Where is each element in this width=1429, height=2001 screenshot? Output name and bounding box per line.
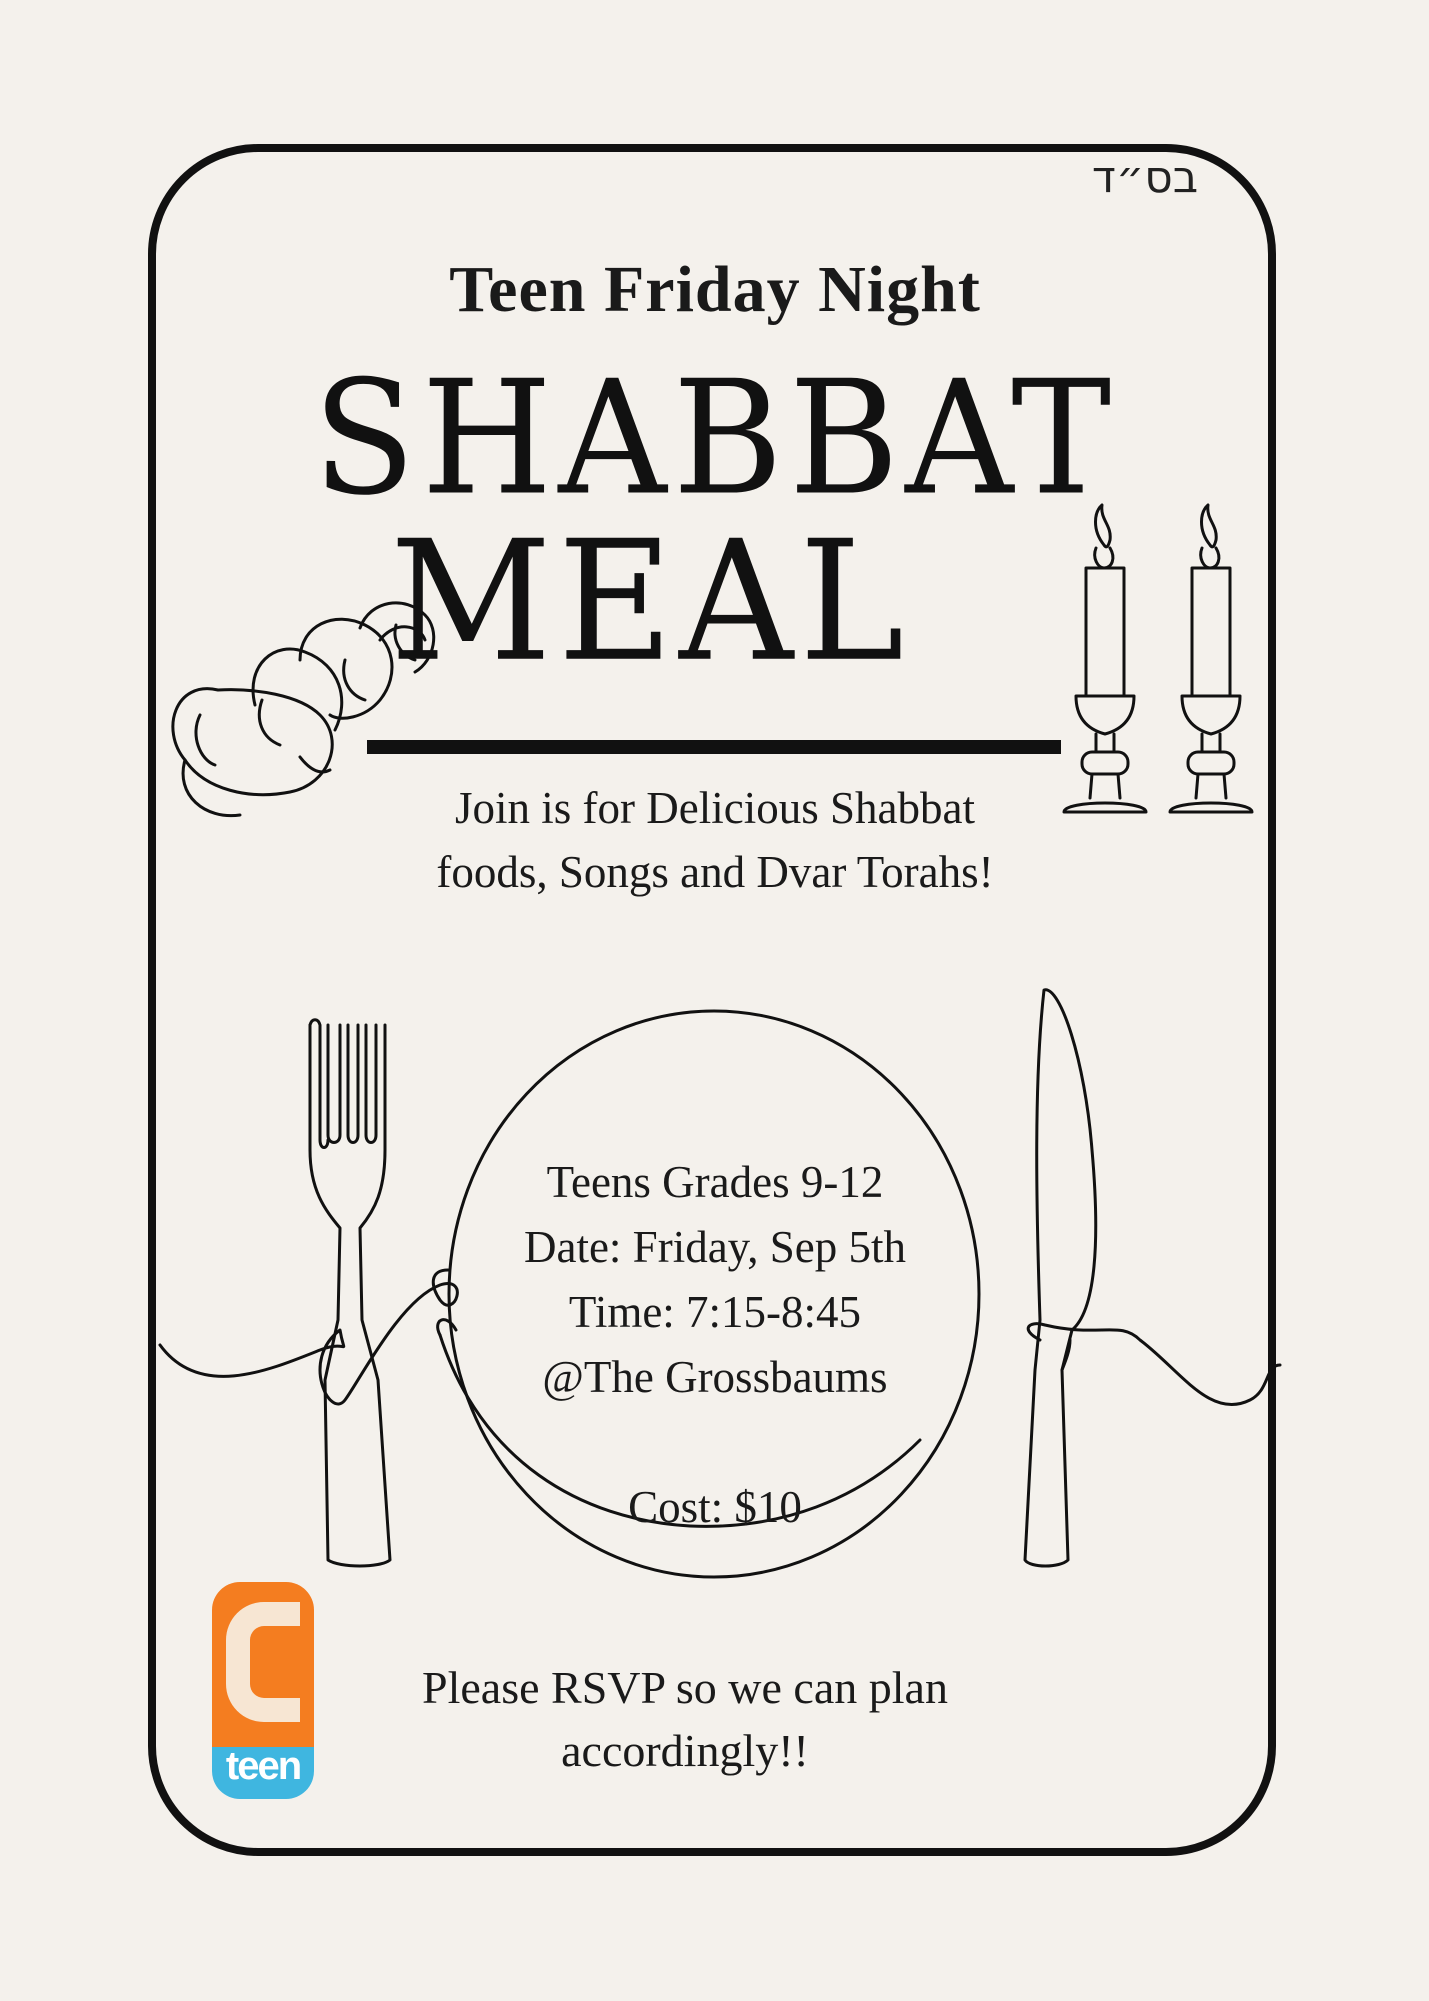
cteen-logo xyxy=(212,1582,314,1799)
location-text: @The Grossbaums xyxy=(542,1352,888,1402)
invitation-text xyxy=(330,776,1100,904)
invitation-line-1: Join is for Delicious Shabbat xyxy=(455,783,975,833)
invitation-line-2: foods, Songs and Dvar Torahs! xyxy=(436,847,994,897)
time-text: Time: 7:15-8:45 xyxy=(568,1287,862,1337)
divider xyxy=(367,740,1061,754)
candlesticks-icon xyxy=(1064,505,1252,812)
date-text: Date: Friday, Sep 5th xyxy=(523,1222,907,1272)
logo-c-bottom-arm xyxy=(274,1698,300,1722)
event-subtitle: Teen Friday Night xyxy=(449,253,981,326)
grades-text: Teens Grades 9-12 xyxy=(546,1157,884,1207)
title-line-2: MEAL xyxy=(389,505,911,699)
knife-icon xyxy=(1025,990,1096,1566)
title-line-1: SHABBAT xyxy=(312,347,1118,531)
logo-c-top-arm xyxy=(274,1602,300,1626)
logo-teen-text: teen xyxy=(225,1744,301,1788)
rsvp-text xyxy=(350,1656,1020,1782)
spacer xyxy=(455,1410,975,1475)
rsvp-line-1: Please RSVP so we can plan xyxy=(422,1662,948,1713)
rsvp-line-2: accordingly!! xyxy=(561,1725,809,1776)
fork-icon xyxy=(310,1020,390,1566)
hebrew-header: בס״ד xyxy=(1091,152,1199,203)
cost-text: Cost: $10 xyxy=(628,1482,802,1532)
event-details xyxy=(455,1150,975,1540)
